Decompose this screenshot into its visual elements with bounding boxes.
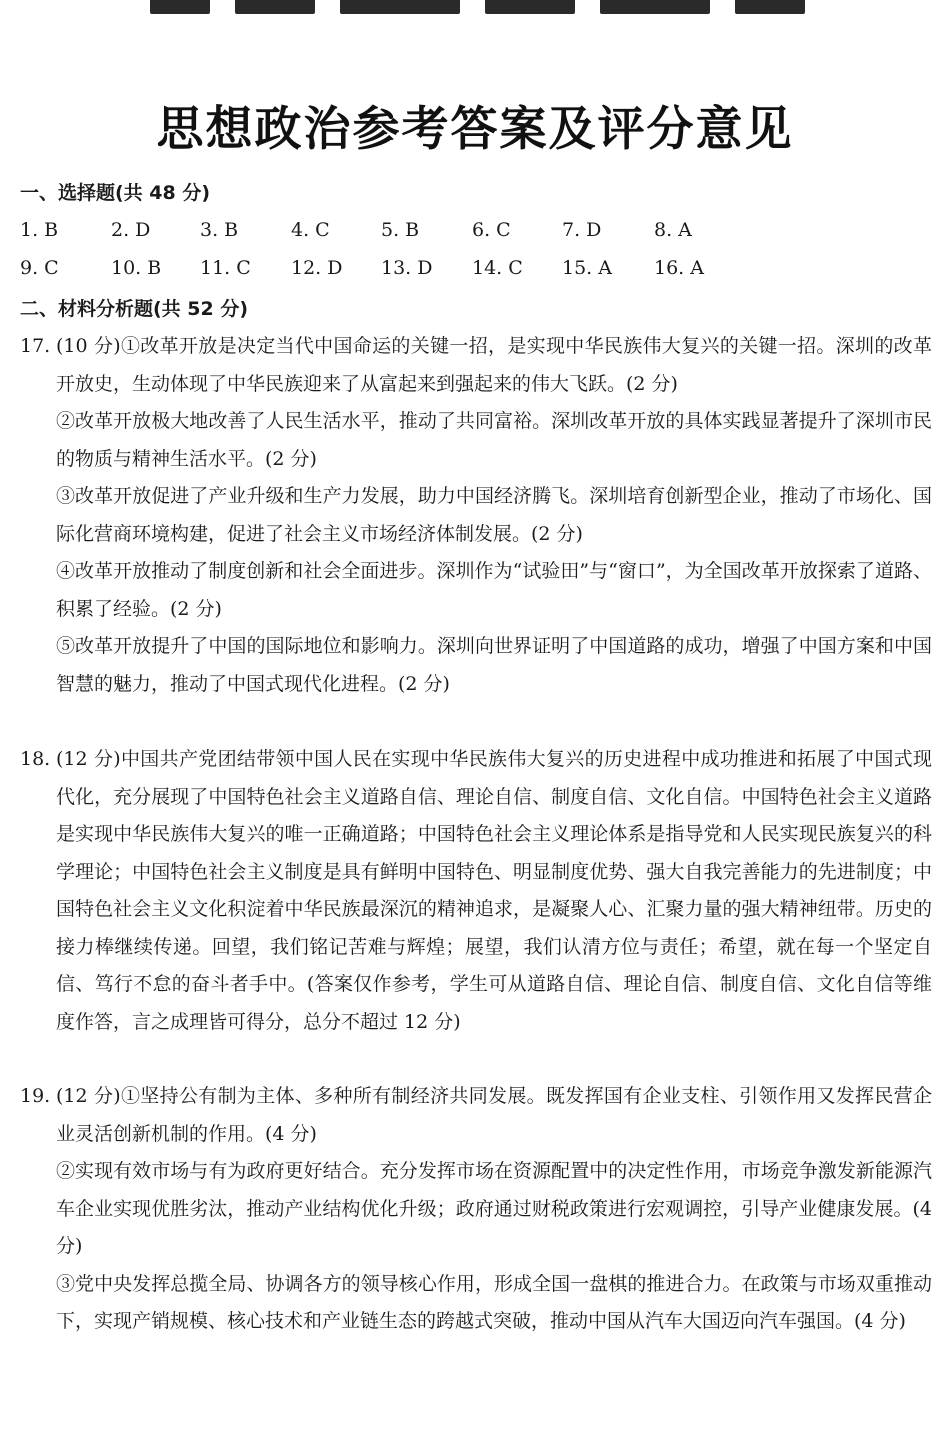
- answer-item: 7. D: [562, 219, 602, 241]
- question-number: 19.: [20, 1085, 51, 1107]
- answer-paragraph: ②实现有效市场与有为政府更好结合。充分发挥市场在资源配置中的决定性作用，市场竞争激发新能源汽车企业实现优胜劣汰，推动产业结构优化升级；政府通过财税政策进行宏观调控，引导产业健康发展。(4 分): [56, 1160, 932, 1257]
- question-number: 17.: [20, 335, 51, 357]
- answer-item: 1. B: [20, 219, 59, 241]
- answer-item: 16. A: [654, 257, 704, 279]
- question-18: [20, 741, 932, 1041]
- answer-item: 4. C: [291, 219, 330, 241]
- answer-paragraph: (12 分)①坚持公有制为主体、多种所有制经济共同发展。既发挥国有企业支柱、引领作用又发挥民营企业灵活创新机制的作用。(4 分): [56, 1085, 932, 1145]
- answer-item: 14. C: [472, 257, 523, 279]
- page-title: 思想政治参考答案及评分意见: [156, 102, 794, 157]
- answer-item: 2. D: [111, 219, 151, 241]
- answer-item: 13. D: [381, 257, 433, 279]
- answer-paragraph: ②改革开放极大地改善了人民生活水平，推动了共同富裕。深圳改革开放的具体实践显著提升了深圳市民的物质与精神生活水平。(2 分): [56, 410, 932, 470]
- answer-item: 3. B: [200, 219, 239, 241]
- answer-paragraph: (12 分)中国共产党团结带领中国人民在实现中华民族伟大复兴的历史进程中成功推进和拓展了中国式现代化，充分展现了中国特色社会主义道路自信、理论自信、制度自信、文化自信。中国特色社会主义道路是实现中华民族伟大复兴的唯一正确道路；中国特色社会主义理论体系是指导党和人民实现民族复兴的科学理论；中国特色社会主义制度是具有鲜明中国特色、明显制度优势、强大自我完善能力的先进制度；中国特色社会主义文化积淀着中华民族最深沉的精神追求，是凝聚人心、汇聚力量的强大精神纽带。历史的接力棒继续传递。回望，我们铭记苦难与辉煌；展望，我们认清方位与责任；希望，就在每一个坚定自信、笃行不怠的奋斗者手中。(答案仅作参考，学生可从道路自信、理论自信、制度自信、文化自信等维度作答，言之成理皆可得分，总分不超过 12 分): [56, 748, 932, 1033]
- section1-heading: 一、选择题(共 48 分): [20, 182, 211, 204]
- answer-item: 9. C: [20, 257, 59, 279]
- answer-item: 11. C: [200, 257, 251, 279]
- answer-paragraph: (10 分)①改革开放是决定当代中国命运的关键一招，是实现中华民族伟大复兴的关键一招。深圳的改革开放史，生动体现了中华民族迎来了从富起来到强起来的伟大飞跃。(2 分): [56, 335, 932, 395]
- section2-heading: 二、材料分析题(共 52 分): [20, 298, 249, 320]
- answer-paragraph: ③党中央发挥总揽全局、协调各方的领导核心作用，形成全国一盘棋的推进合力。在政策与市场双重推动下，实现产销规模、核心技术和产业链生态的跨越式突破，推动中国从汽车大国迈向汽车强国。(4 分): [56, 1272, 932, 1332]
- question-19: [20, 1078, 932, 1341]
- answer-item: 15. A: [562, 257, 612, 279]
- answer-paragraph: ⑤改革开放提升了中国的国际地位和影响力。深圳向世界证明了中国道路的成功，增强了中国方案和中国智慧的魅力，推动了中国式现代化进程。(2 分): [56, 635, 932, 695]
- answer-item: 5. B: [381, 219, 420, 241]
- answer-item: 10. B: [111, 257, 162, 279]
- cropped-header-fragment: [140, 0, 820, 20]
- question-number: 18.: [20, 748, 51, 770]
- answer-item: 12. D: [291, 257, 343, 279]
- answer-item: 6. C: [472, 219, 511, 241]
- answer-paragraph: ④改革开放推动了制度创新和社会全面进步。深圳作为“试验田”与“窗口”，为全国改革开放探索了道路、积累了经验。(2 分): [56, 560, 932, 620]
- answer-item: 8. A: [654, 219, 692, 241]
- answer-paragraph: ③改革开放促进了产业升级和生产力发展，助力中国经济腾飞。深圳培育创新型企业，推动了市场化、国际化营商环境构建，促进了社会主义市场经济体制发展。(2 分): [56, 485, 932, 545]
- question-17: [20, 328, 932, 703]
